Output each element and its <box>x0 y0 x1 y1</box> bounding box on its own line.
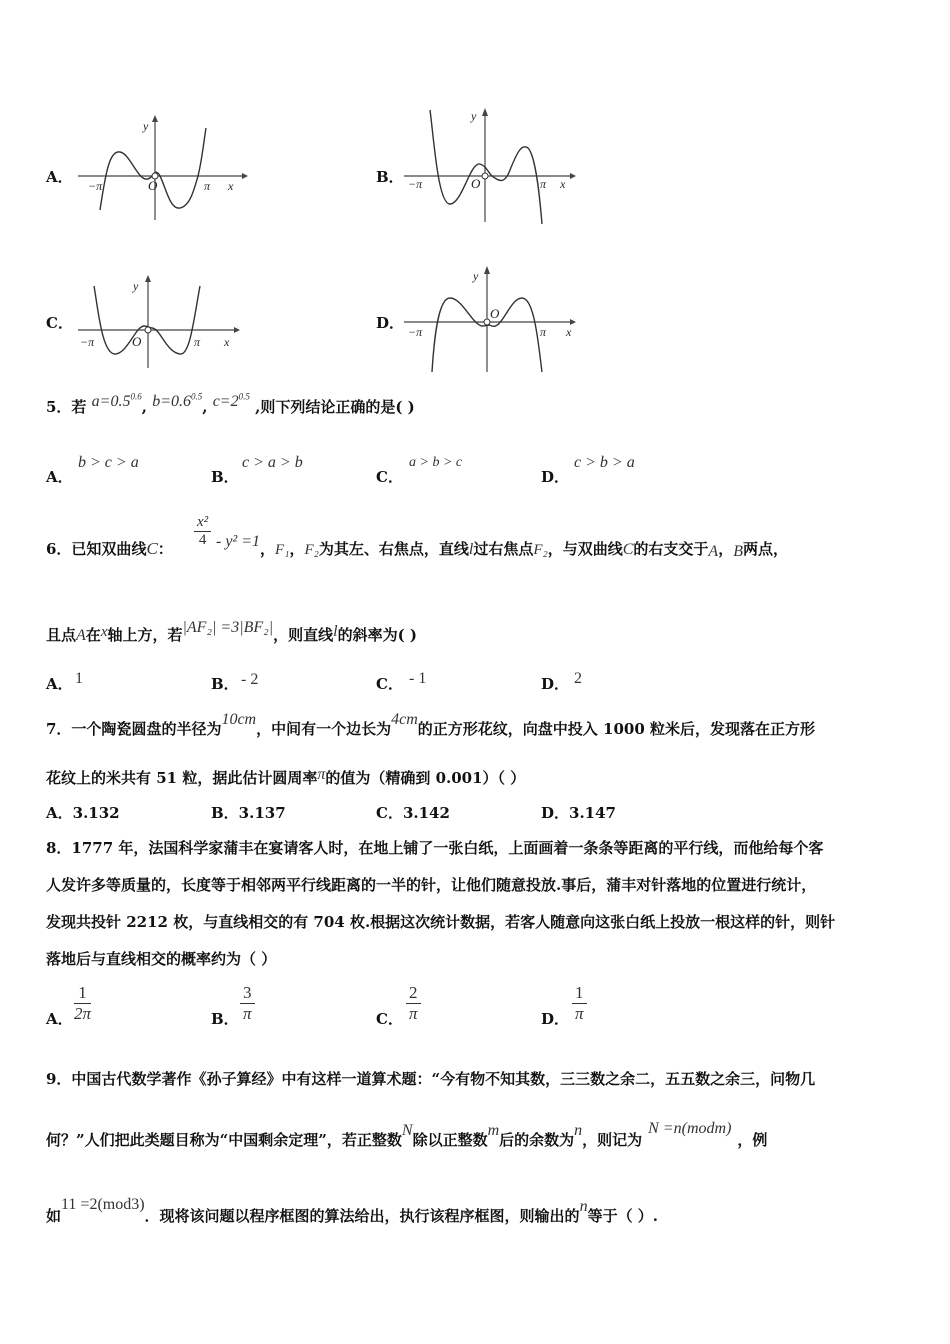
x-label: x <box>228 179 234 193</box>
q8-option-c-fraction <box>406 983 421 1024</box>
q7-option-a: A．3.132 <box>46 804 120 822</box>
q5-option-c-label: C． <box>376 468 403 486</box>
question-5 <box>46 391 415 417</box>
q8-c-den: π <box>408 1004 418 1023</box>
origin-label: O <box>148 178 158 193</box>
q6-a: A <box>708 543 719 560</box>
q9-n-var: N <box>401 1122 413 1139</box>
q7-t5: 的值为（精确到 0.001）（ ） <box>325 769 526 787</box>
q6-t10: 的斜率为( ) <box>337 626 417 644</box>
question-9-line-2 <box>46 1120 768 1150</box>
graph-c <box>70 268 250 378</box>
q6-f2b: F₂ <box>533 542 548 558</box>
q6-t5: ， <box>718 540 734 558</box>
q5-option-a-label: A． <box>46 468 73 486</box>
x-label: x <box>224 335 230 349</box>
q6-option-b-label: B． <box>211 675 239 693</box>
q6-t4: 的右支交于 <box>633 540 709 558</box>
graph-d <box>400 260 585 380</box>
q8-option-a-label: A． <box>46 1010 73 1028</box>
q6-f1: F₁ <box>275 542 290 558</box>
q6-b: B <box>733 543 743 560</box>
q5-sep1: , <box>141 398 147 416</box>
q9-m-var: m <box>487 1122 500 1139</box>
question-8-line-4: 落地后与直线相交的概率约为（ ） <box>46 950 277 968</box>
q8-d-den: π <box>574 1004 584 1023</box>
q7-radius: 10cm <box>221 711 257 728</box>
q7-option-d: D．3.147 <box>541 804 616 822</box>
question-8-line-1: 8．1777 年，法国科学家蒲丰在宴请客人时，在地上铺了一张白纸，上面画着一条条等距离的平行线，而他给每个客 <box>46 839 824 857</box>
q9-t4: ，则记为 <box>582 1131 643 1149</box>
q7-t1: 7．一个陶瓷圆盘的半径为 <box>46 720 222 738</box>
origin-label: O <box>132 334 142 349</box>
q6-option-a: 1 <box>75 670 83 687</box>
q8-option-d-fraction <box>572 983 587 1024</box>
q6-frac-den: 4 <box>198 532 207 548</box>
q8-a-den: 2π <box>74 1004 92 1023</box>
q6-option-b: - 2 <box>241 671 259 688</box>
y-label: y <box>471 109 477 123</box>
q9-t5: ，例 <box>737 1131 768 1149</box>
q9-t3: 后的余数为 <box>499 1131 575 1149</box>
question-6-line-2 <box>46 619 417 645</box>
y-label: y <box>143 119 149 133</box>
q7-side: 4cm <box>391 711 418 728</box>
q6-t7: 在 <box>85 626 101 644</box>
q6-option-c-label: C． <box>376 675 403 693</box>
q8-c-num: 2 <box>406 983 421 1004</box>
q7-t2: ，中间有一个边长为 <box>256 720 392 738</box>
q6-option-d: 2 <box>574 670 582 687</box>
q5-sep2: , <box>202 398 208 416</box>
q5-c: $c=2^{0.5}$ <box>212 391 250 410</box>
option-label: A． <box>46 168 73 186</box>
y-axis-arrow <box>484 266 490 274</box>
q8-option-c-label: C． <box>376 1010 403 1028</box>
q8-b-den: π <box>242 1004 252 1023</box>
graph-b <box>400 100 585 225</box>
q6-t6: 两点， <box>743 540 789 558</box>
q6-x: x <box>100 624 108 640</box>
q7-pi: π <box>317 766 326 783</box>
q6-t3: ，与双曲线 <box>547 540 623 558</box>
q6-a2: A <box>76 627 86 644</box>
question-8-line-2: 人发许多等质量的，长度等于相邻两平行线距离的一半的针，让他们随意投放.事后，蒲丰对针落地的位置进行统计， <box>46 876 817 894</box>
question-9-line-3 <box>46 1196 659 1226</box>
q5-a: $a=0.5^{0.6}$ <box>91 391 142 410</box>
y-axis-arrow <box>152 115 158 122</box>
q8-b-num: 3 <box>240 983 255 1004</box>
neg-pi-label: −π <box>88 179 103 193</box>
q6-t8: 轴上方，若 <box>107 626 183 644</box>
neg-pi-label: −π <box>80 335 95 349</box>
pi-label: π <box>540 177 547 191</box>
q8-option-b-fraction <box>240 983 255 1024</box>
q7-t4: 花纹上的米共有 51 粒，据此估计圆周率 <box>46 769 318 787</box>
curve <box>94 286 200 354</box>
option-label: D． <box>376 314 405 332</box>
q5-option-a: b > c > a <box>78 454 139 471</box>
x-axis-arrow <box>234 327 240 333</box>
q6-f2: F₂ <box>304 542 319 558</box>
q8-a-num: 1 <box>74 983 91 1004</box>
q9-t8: 等于（ ）. <box>587 1207 659 1225</box>
q5-option-c: a > b > c <box>409 455 463 470</box>
x-label: x <box>560 177 566 191</box>
q5-b: $b=0.6^{0.5}$ <box>152 391 203 410</box>
pi-label: π <box>204 179 211 193</box>
curve <box>100 128 206 210</box>
q8-option-a-fraction <box>74 983 91 1024</box>
q6-cb: C <box>622 541 634 558</box>
curve <box>430 110 542 224</box>
q6-l: l <box>468 541 474 558</box>
q9-t1: 何？”人们把此类题目称为“中国剩余定理”，若正整数 <box>46 1131 402 1149</box>
origin-label: O <box>471 176 481 191</box>
q5-option-b-label: B． <box>211 468 239 486</box>
q7-option-c: C．3.142 <box>376 804 450 822</box>
x-axis-arrow <box>570 173 576 179</box>
q5-option-d-label: D． <box>541 468 570 486</box>
pi-label: π <box>540 325 547 339</box>
q5-option-b: c > a > b <box>242 454 303 471</box>
q5-num: 5．若 <box>46 398 87 416</box>
q6-option-d-label: D． <box>541 675 570 693</box>
question-8-line-3: 发现共投针 2212 枚，与直线相交的有 704 枚.根据这次统计数据，若客人随意向这张白纸上投放一根这样的针，则针 <box>46 913 836 931</box>
option-label: B． <box>376 168 404 186</box>
q9-n-rem: n <box>574 1122 583 1139</box>
q9-t7: ．现将该问题以程序框图的算法给出，执行该程序框图，则输出的 <box>144 1207 580 1225</box>
question-9-line-1: 9．中国古代数学著作《孙子算经》中有这样一道算术题：“今有物不知其数，三三数之余二，五五数之余三，问物几 <box>46 1070 816 1088</box>
q6-var-c: C <box>146 539 158 558</box>
q6-colon: ： <box>157 540 173 558</box>
origin-hole <box>145 327 151 333</box>
q6-t9: ，则直线 <box>273 626 334 644</box>
q6-fraction <box>194 514 211 549</box>
y-label: y <box>473 269 479 283</box>
neg-pi-label: −π <box>408 325 423 339</box>
q8-option-b-label: B． <box>211 1010 239 1028</box>
x-label: x <box>566 325 572 339</box>
question-6-line-1b <box>216 530 789 560</box>
q6-l2-text: 且点 <box>46 626 77 644</box>
question-7-line-2 <box>46 767 525 788</box>
q6-condition: |AF₂| =3|BF₂| <box>182 619 274 636</box>
q6-frac-num: x² <box>194 514 211 532</box>
q9-n-output: n <box>579 1198 588 1215</box>
y-label: y <box>133 279 139 293</box>
pi-label: π <box>194 335 201 349</box>
question-7-line-1 <box>46 711 815 739</box>
option-label: C． <box>46 314 73 332</box>
q9-mod-expression: N =n(modm) <box>648 1120 732 1137</box>
neg-pi-label: −π <box>408 177 423 191</box>
q6-t2: 过右焦点 <box>473 540 534 558</box>
q9-t6: 如 <box>46 1207 62 1225</box>
q6-option-c: - 1 <box>409 670 427 687</box>
q6-comma1: ， <box>260 540 276 558</box>
q6-text: 6．已知双曲线 <box>46 540 147 558</box>
q8-option-d-label: D． <box>541 1010 570 1028</box>
y-axis-arrow <box>145 275 151 282</box>
q6-option-a-label: A． <box>46 675 73 693</box>
y-axis-arrow <box>482 108 488 116</box>
q6-comma2: ， <box>289 540 305 558</box>
graph-a <box>70 110 250 225</box>
q5-option-d: c > b > a <box>574 454 635 471</box>
x-axis-arrow <box>242 173 248 179</box>
question-6-line-1 <box>46 538 173 559</box>
q9-t2: 除以正整数 <box>412 1131 488 1149</box>
q7-t3: 的正方形花纹，向盘中投入 1000 粒米后，发现落在正方形 <box>417 720 815 738</box>
origin-label: O <box>490 306 500 321</box>
q6-l2: l <box>333 623 338 640</box>
q6-eq-rest: - y² =1 <box>216 533 261 550</box>
q5-tail: ,则下列结论正确的是( ) <box>255 398 415 416</box>
q9-example: 11 =2(mod3) <box>61 1196 145 1213</box>
q7-option-b: B．3.137 <box>211 804 286 822</box>
q6-t1: 为其左、右焦点，直线 <box>318 540 469 558</box>
origin-hole <box>482 173 488 179</box>
q8-d-num: 1 <box>572 983 587 1004</box>
